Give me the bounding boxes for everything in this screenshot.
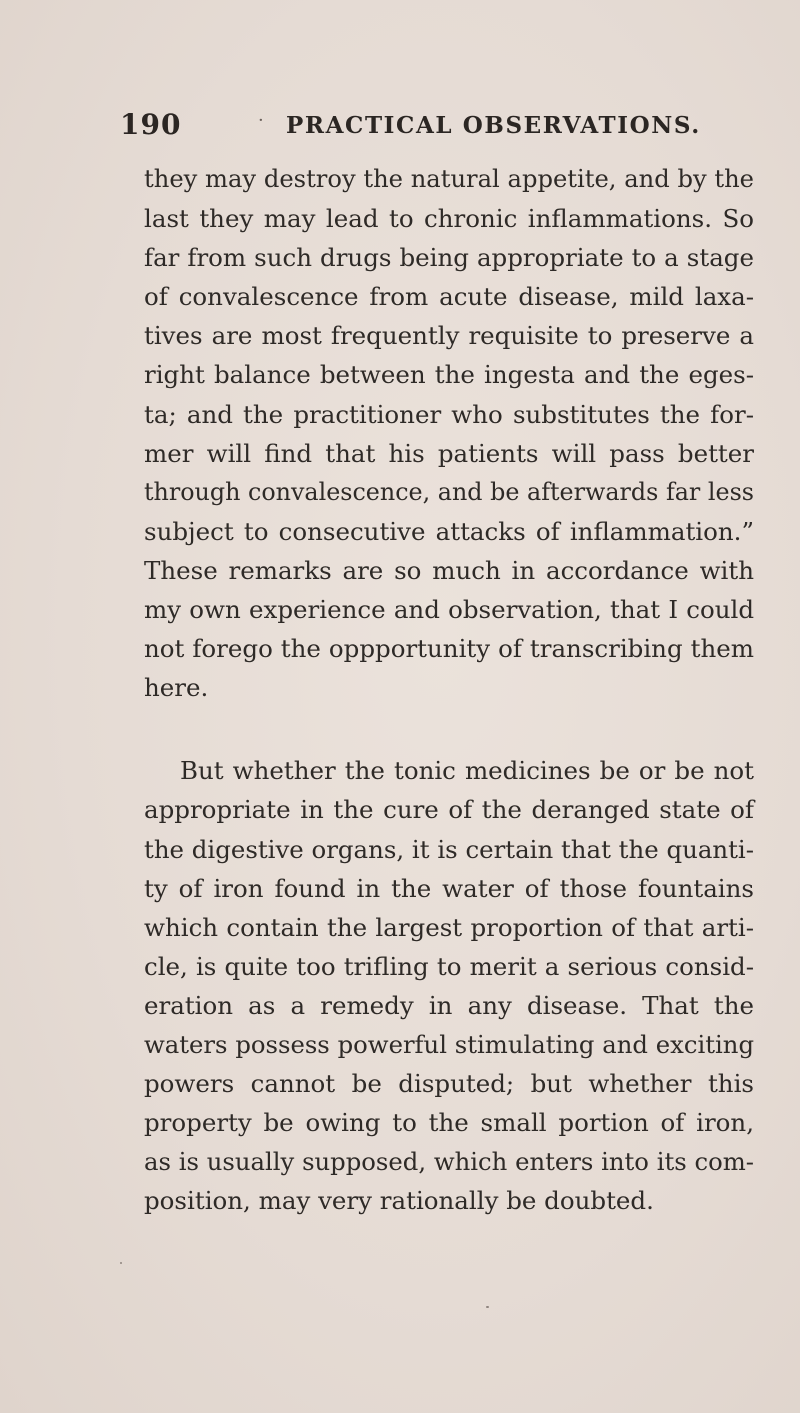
text-line: far from such drugs being appropriate to a stage	[144, 243, 754, 273]
text-line: powers cannot be disputed; but whether this	[144, 1069, 754, 1099]
running-title: PRACTICAL OBSERVATIONS.	[286, 112, 701, 139]
text-line: subject to consecutive attacks of inflammation.”	[144, 516, 754, 546]
text-line: they may destroy the natural appetite, and by the	[144, 165, 754, 193]
text-line: through convalescence, and be afterwards far less	[144, 477, 754, 506]
text-line: ta; and the practitioner who substitutes the for-	[144, 399, 754, 429]
text-line: tives are most frequently requisite to preserve a	[144, 321, 754, 351]
text-line: mer will find that his patients will pass better	[144, 438, 754, 468]
text-line: These remarks are so much in accordance with	[144, 555, 754, 585]
running-head	[120, 108, 740, 148]
paragraph-2	[144, 751, 754, 1220]
text-line: position, may very rationally be doubted.	[144, 1186, 654, 1216]
text-line: which contain the largest proportion of that arti-	[144, 912, 754, 942]
text-line: appropriate in the cure of the deranged state of	[144, 795, 754, 825]
page-number: 190	[120, 108, 182, 141]
text-line: right balance between the ingesta and the eges-	[144, 360, 754, 390]
text-line: as is usually supposed, which enters into its com-	[144, 1147, 754, 1177]
text-line: not forego the oppportunity of transcribing them	[144, 634, 754, 664]
paper-speck	[120, 1262, 122, 1264]
text-line: cle, is quite too trifling to merit a serious consid-	[144, 951, 754, 981]
text-line: eration as a remedy in any disease. That the	[144, 990, 754, 1020]
paragraph-gap	[144, 707, 754, 751]
text-line: But whether the tonic medicines be or be not	[180, 756, 754, 786]
paper-speck	[486, 1306, 489, 1308]
header-separator: ·	[258, 110, 264, 131]
text-line: of convalescence from acute disease, mild laxa-	[144, 282, 754, 312]
text-line: the digestive organs, it is certain that the quanti-	[144, 834, 754, 864]
body-text	[144, 160, 754, 1220]
text-line: ty of iron found in the water of those fountains	[144, 873, 754, 903]
text-line: last they may lead to chronic inflammations. So	[144, 204, 754, 234]
text-line: waters possess powerful stimulating and exciting	[144, 1029, 754, 1059]
text-line: here.	[144, 673, 209, 703]
text-line: property be owing to the small portion of iron,	[144, 1108, 754, 1138]
text-line: my own experience and observation, that I could	[144, 595, 754, 625]
paragraph-1	[144, 160, 754, 707]
